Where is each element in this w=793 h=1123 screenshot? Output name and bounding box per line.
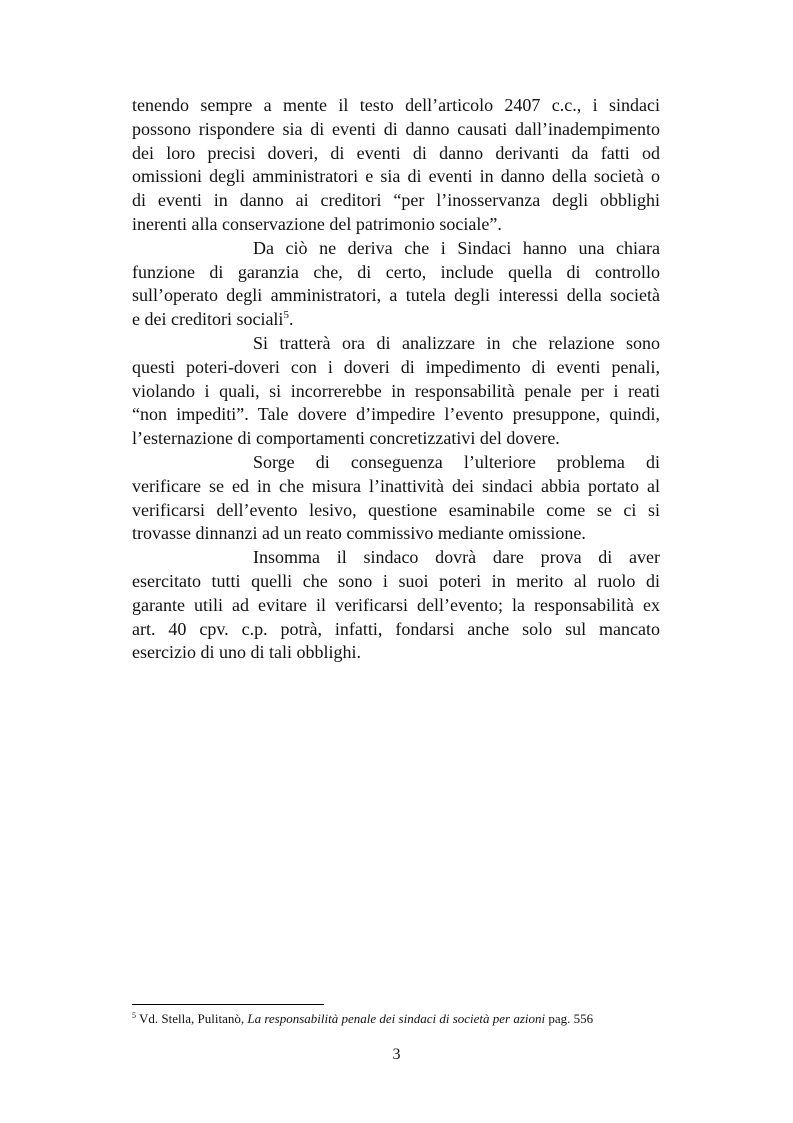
body-text	[132, 94, 660, 665]
footnote	[132, 1011, 672, 1027]
text-fragment: e dei creditori sociali	[132, 309, 284, 330]
text-line: verificarsi dell’evento lesivo, questione esaminabile come se ci si	[132, 499, 660, 520]
text-line: violando i quali, si incorrerebbe in responsabilità penale per i reati	[132, 380, 660, 401]
text-line: garante utili ad evitare il verificarsi dell’evento; la responsabilità ex	[132, 594, 660, 615]
paragraph-2	[132, 237, 660, 332]
text-line: tenendo sempre a mente il testo dell’articolo 2407 c.c., i sindaci	[132, 95, 660, 115]
text-line: possono rispondere sia di eventi di danno causati dall’inadempimento	[132, 118, 660, 139]
paragraph-4	[132, 451, 660, 546]
text-line: questi poteri-doveri con i doveri di impedimento di eventi penali,	[132, 356, 660, 377]
text-line: Insomma il sindaco dovrà dare prova di aver	[253, 547, 660, 568]
footnote-prefix: Vd. Stella, Pulitanò,	[136, 1011, 248, 1026]
page-number: 3	[392, 1046, 401, 1063]
text-line: art. 40 cpv. c.p. potrà, infatti, fondarsi anche solo sul mancato	[132, 618, 660, 639]
text-line: funzione di garanzia che, di certo, include quella di controllo	[132, 261, 660, 282]
paragraph-5	[132, 546, 660, 665]
text-line: esercizio di uno di tali obblighi.	[132, 642, 361, 663]
footnote-suffix: pag. 556	[545, 1011, 594, 1026]
footnote-separator	[132, 1004, 324, 1005]
text-line: verificare se ed in che misura l’inattività dei sindaci abbia portato al	[132, 475, 660, 496]
footnote-number: 5	[132, 1011, 136, 1020]
text-line: inerenti alla conservazione del patrimonio sociale”.	[132, 213, 502, 234]
text-fragment: .	[288, 309, 294, 330]
text-line: omissioni degli amministratori e sia di eventi in danno della società o	[132, 166, 660, 187]
text-line: “non impediti”. Tale dovere d’impedire l’evento presuppone, quindi,	[132, 404, 660, 425]
text-line	[132, 308, 660, 332]
text-line: l’esternazione di comportamenti concretizzativi del dovere.	[132, 428, 560, 449]
text-line: esercitato tutti quelli che sono i suoi poteri in merito al ruolo di	[132, 570, 660, 591]
paragraph-1	[132, 94, 660, 237]
text-line: di eventi in danno ai creditori “per l’inosservanza degli obblighi	[132, 190, 660, 211]
text-line: Da ciò ne deriva che i Sindaci hanno una chiara	[253, 237, 660, 258]
text-line: trovasse dinnanzi ad un reato commissivo mediante omissione.	[132, 523, 586, 544]
text-line: dei loro precisi doveri, di eventi di danno derivanti da fatti od	[132, 142, 660, 163]
footnote-title: La responsabilità penale dei sindaci di società per azioni	[247, 1011, 546, 1026]
text-line: Sorge di conseguenza l’ulteriore problema di	[253, 451, 660, 472]
paragraph-3	[132, 332, 660, 451]
text-line: sull’operato degli amministratori, a tutela degli interessi della società	[132, 285, 660, 306]
text-line: Si tratterà ora di analizzare in che relazione sono	[253, 332, 660, 353]
footnote-reference[interactable]: 5	[283, 309, 289, 322]
